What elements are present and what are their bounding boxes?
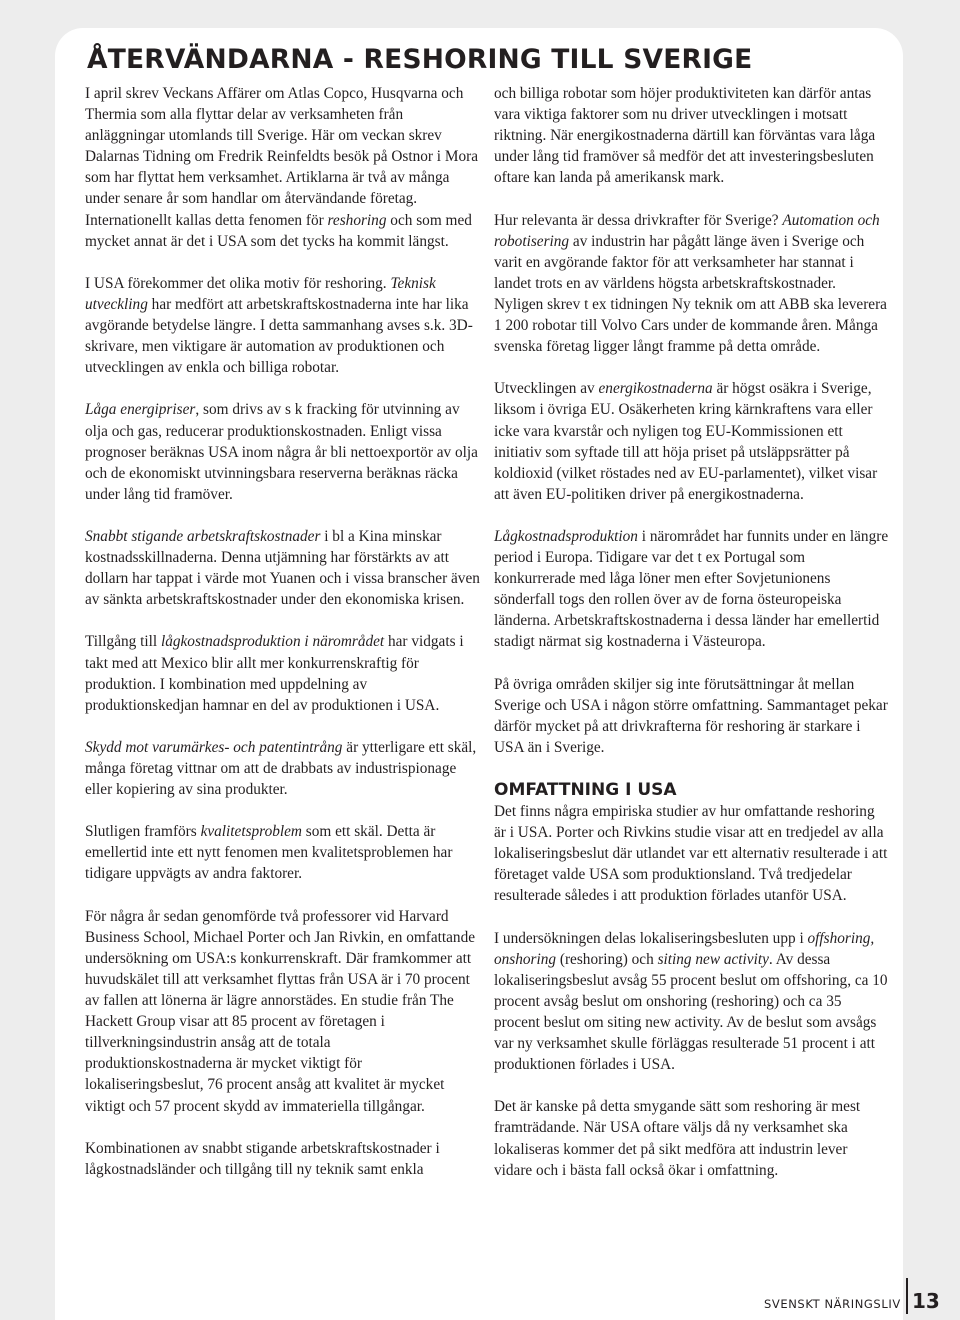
body-text: av industrin har pågått länge även i Sverige och varit en avgörande faktor för att verksamheter har stannat i landet trots en av världens högsta arbetskraftskostnader. Nyligen skrev t ex tidningen Ny teknik om att ABB ska leverera 1 200 robotar till Volvo Cars under de kommande åren. Många svenska företag ligger långt framme på detta område. bbox=[494, 232, 887, 356]
body-text: På övriga områden skiljer sig inte förutsättningar åt mellan Sverige och USA i någon större omfattning. Sammantaget pekar därför mycket på att drivkrafterna för reshoring är starkare i USA än i Sverige. bbox=[494, 675, 888, 756]
article-paragraph bbox=[85, 631, 480, 715]
body-text: Hur relevanta är dessa drivkrafter för Sverige? bbox=[494, 211, 783, 229]
body-text: , som drivs av s k fracking för utvinning av olja och gas, reducerar produktionskostnaden. Enligt vissa prognoser beräknas USA inom några år bli nettoexportör av olja och de ekonomiskt utvinningsbara reserverna beräknas räcka under lång tid framöver. bbox=[85, 401, 478, 503]
emphasis-text: reshoring bbox=[327, 211, 387, 229]
article-title: ÅTERVÄNDARNA - RESHORING TILL SVERIGE bbox=[87, 44, 753, 75]
body-text: I april skrev Veckans Affärer om Atlas Copco, Husqvarna och Thermia som alla flyttar delar av verksamheten från anläggningar utomlands till Sverige. Här om veckan skrev Dalarnas Tidning om Fredrik Reinfeldts besök på Ostnor i Mora som har flyttat hem verksamhet. Artiklarna är två av många under senare år som handlar om återvändande företag. Internationellt kallas detta fenomen för bbox=[85, 85, 479, 229]
footer-brand: SVENSKT NÄRINGSLIV bbox=[764, 1297, 901, 1311]
article-paragraph bbox=[494, 801, 889, 906]
emphasis-text: offshoring, onshoring bbox=[494, 929, 875, 968]
article-paragraph bbox=[85, 906, 480, 1117]
article-paragraph bbox=[85, 399, 480, 504]
body-text: (reshoring) och bbox=[556, 950, 658, 968]
body-text: som ett skäl. Detta är emellertid inte ett nytt fenomen men kvalitetsproblemen har tidigare uppvägts av andra faktorer. bbox=[85, 823, 453, 883]
footer-divider bbox=[906, 1278, 908, 1314]
body-text: och som med mycket annat är det i USA som det tycks ha kommit längst. bbox=[85, 211, 472, 250]
article-paragraph bbox=[85, 1138, 480, 1180]
article-paragraph bbox=[85, 83, 480, 252]
body-text: är ytterligare ett skäl, många företag vittnar om att de drabbats av industrispionage eller kopiering av sina produkter. bbox=[85, 738, 477, 799]
article-paragraph bbox=[494, 928, 889, 1076]
body-text: har medfört att arbetskraftskostnaderna inte har lika avgörande betydelse längre. I detta sammanhang avses s.k. 3D-skrivare, men viktigare är automation av produktionen och utvecklingen av enkla och billiga robotar. bbox=[85, 295, 473, 377]
body-text: För några år sedan genomförde två professorer vid Harvard Business School, Michael Porter och Jan Rivkin, en omfattande undersökning om USA:s konkurrenskraft. Där framkommer att huvudskälet till att verksamhet flyttas från USA är i 70 procent av fallen att lönerna är lägre annorstädes. En studie från The Hackett Group visar att 85 procent av företagen i tillverkningsindustrin ansåg att de totala produktionskostnaderna är mycket viktigt för lokaliseringsbeslut, 76 procent ansåg att kvalitet är mycket viktigt och 57 procent skydd av immateriella tillgångar. bbox=[85, 907, 476, 1115]
body-text: . Av dessa lokaliseringsbeslut avsåg 55 procent beslut om offshoring, ca 10 procent avsåg beslut om onshoring (reshoring) och ca 35 procent beslut om siting new activity. Av de beslut som avsågs var ny verksamhet skulle förläggas resulterade 51 procent i att produktionen förlades i USA. bbox=[494, 950, 888, 1074]
body-text: och billiga robotar som höjer produktiviteten kan därför antas vara viktiga faktorer som nu driver utvecklingen i motsatt riktning. När energikostnaderna därtill kan förväntas vara låga under lång tid framöver så medför det att investeringsbesluten oftare kan landa på amerikansk mark. bbox=[494, 85, 876, 187]
emphasis-text: kvalitetsproblem bbox=[200, 823, 302, 841]
body-text: Utvecklingen av bbox=[494, 380, 599, 398]
left-column bbox=[85, 83, 480, 1180]
body-text: har vidgats i takt med att Mexico blir allt mer konkurrenskraftig för produktion. I kombination med uppdelning av produktionskedjan hamnar en del av produktionen i USA. bbox=[85, 633, 464, 714]
article-paragraph bbox=[494, 378, 889, 505]
emphasis-text: Låga energipriser bbox=[85, 401, 196, 419]
emphasis-text: lågkostnadsproduktion i närområdet bbox=[160, 633, 385, 651]
emphasis-text: siting new activity bbox=[657, 950, 769, 968]
emphasis-text: Skydd mot varumärkes- och patentintrång bbox=[85, 738, 343, 756]
article-paragraph bbox=[494, 526, 889, 653]
body-text: i närområdet har funnits under en längre period i Europa. Tidigare var det t ex Portugal som konkurrerade med låga löner men efter Sovjetunionens sönderfall togs den rollen över av de forna östeuropeiska länderna. Arbetskraftskostnaderna i dessa länder har emellertid stadigt närmat sig kostnaderna i Västeuropa. bbox=[494, 527, 889, 651]
body-text: I undersökningen delas lokaliseringsbesluten upp i bbox=[494, 929, 808, 947]
body-text: Kombinationen av snabbt stigande arbetskraftskostnader i lågkostnadsländer och tillgång till ny teknik samt enkla bbox=[85, 1139, 440, 1178]
page-number: 13 bbox=[912, 1289, 940, 1313]
emphasis-text: Teknisk utveckling bbox=[85, 274, 436, 313]
article-paragraph bbox=[494, 1096, 889, 1180]
body-text: Det finns några empiriska studier av hur omfattande reshoring är i USA. Porter och Rivkins studie visar att en tredjedel av alla lokaliseringsbeslut där utlandet var ett alternativ resulterade i att företaget valde USA som produktionsland. Två tredjedelar resulterade således i att produktion förlades utanför USA. bbox=[494, 803, 888, 905]
article-paragraph bbox=[85, 737, 480, 800]
body-text: Det är kanske på detta smygande sätt som reshoring är mest framträdande. När USA oftare väljs då ny verksamhet ska lokaliseras kommer det på sikt medföra att industrin lever vidare och i bästa fall också ökar i omfattning. bbox=[494, 1098, 861, 1179]
emphasis-text: Snabbt stigande arbetskraftskostnader bbox=[85, 527, 321, 545]
body-text: Slutligen framförs bbox=[85, 823, 201, 841]
body-text: Tillgång till bbox=[85, 633, 161, 651]
article-paragraph bbox=[494, 210, 889, 358]
body-text: i bl a Kina minskar kostnadsskillnaderna. Denna utjämning har förstärkts av att dollarn har tappat i värde mot Yuanen och i vissa branscher även av sänkta arbetskraftskostnader under den ekonomiska krisen. bbox=[85, 527, 480, 609]
article-paragraph bbox=[85, 273, 480, 378]
article-paragraph bbox=[85, 526, 480, 610]
section-heading: OMFATTNING I USA bbox=[494, 780, 677, 800]
body-text: är högst osäkra i Sverige, liksom i övriga EU. Osäkerheten kring kärnkraftens vara eller icke vara kvarstår och nyligen tog EU-Kommissionen ett initiativ som syftade till att höja priset på utsläppsrätter på koldioxid (vilket röstades ned av EU-parlamentet), vilket visar att även EU-politiken driver på energikostnaderna. bbox=[494, 380, 878, 503]
emphasis-text: Automation och robotisering bbox=[494, 211, 880, 250]
emphasis-text: Lågkostnadsproduktion bbox=[494, 527, 638, 545]
right-column bbox=[494, 83, 889, 1181]
article-paragraph bbox=[494, 83, 889, 188]
body-text: I USA förekommer det olika motiv för reshoring. bbox=[85, 274, 391, 292]
article-paragraph bbox=[85, 821, 480, 884]
article-paragraph bbox=[494, 674, 889, 758]
emphasis-text: energikostnaderna bbox=[598, 380, 713, 398]
